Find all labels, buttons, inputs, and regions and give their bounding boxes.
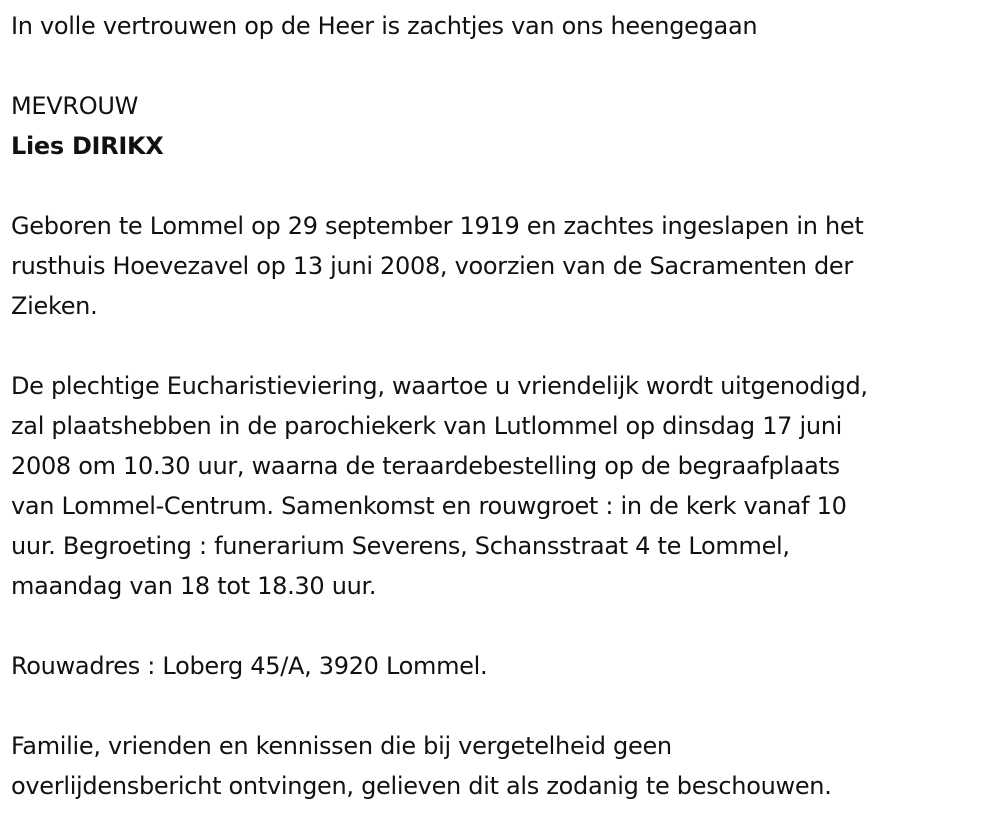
ceremony-paragraph [11,366,996,606]
mourning-address: Rouwadres : Loberg 45/A, 3920 Lommel. [11,652,488,680]
text-line: Familie, vrienden en kennissen die bij vergetelheid geen [11,732,672,760]
text-line: De plechtige Eucharistieviering, waartoe u vriendelijk wordt uitgenodigd, [11,372,868,400]
text-line: 2008 om 10.30 uur, waarna de teraardebestelling op de begraafplaats [11,452,840,480]
text-line: rusthuis Hoevezavel op 13 juni 2008, voorzien van de Sacramenten der [11,252,853,280]
honorific-title: MEVROUW [11,92,139,120]
spacer [11,166,996,206]
birth-paragraph [11,206,996,326]
spacer [11,686,996,726]
text-line: maandag van 18 tot 18.30 uur. [11,572,377,600]
text-line: overlijdensbericht ontvingen, gelieven dit als zodanig te beschouwen. [11,772,832,800]
deceased-name: Lies DIRIKX [11,132,164,160]
text-line: van Lommel-Centrum. Samenkomst en rouwgroet : in de kerk vanaf 10 [11,492,847,520]
spacer [11,606,996,646]
text-line: Zieken. [11,292,98,320]
text-line: uur. Begroeting : funerarium Severens, Schansstraat 4 te Lommel, [11,532,790,560]
spacer [11,326,996,366]
text-line: zal plaatshebben in de parochiekerk van Lutlommel op dinsdag 17 juni [11,412,843,440]
spacer [11,46,996,86]
closing-paragraph [11,726,996,806]
text-line: Geboren te Lommel op 29 september 1919 en zachtes ingeslapen in het [11,212,864,240]
death-notice [11,6,996,806]
intro-line: In volle vertrouwen op de Heer is zachtjes van ons heengegaan [11,12,758,40]
